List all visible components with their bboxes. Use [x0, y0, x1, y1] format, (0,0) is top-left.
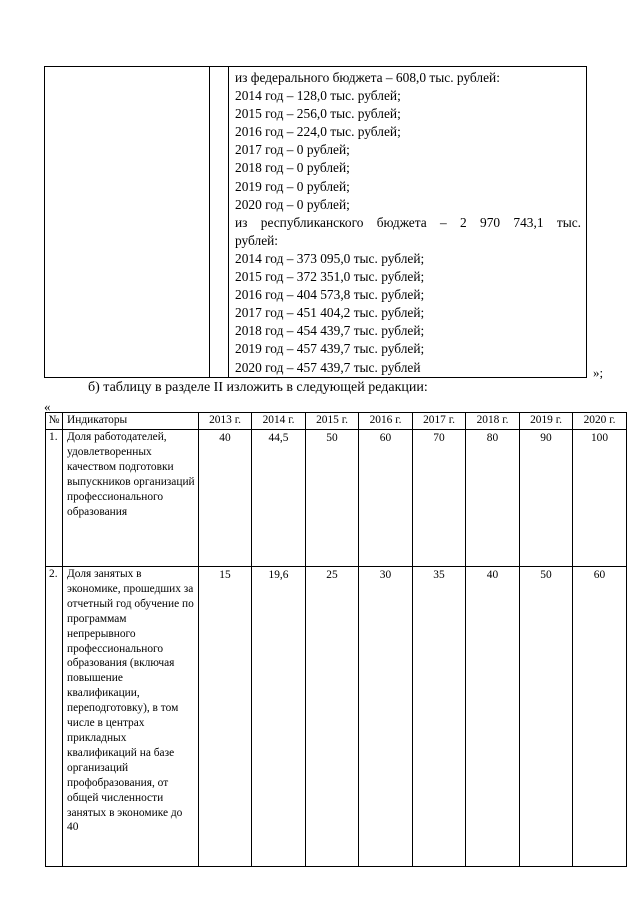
funding-line: 2017 год – 451 404,2 тыс. рублей; [235, 305, 425, 321]
indicator-value: 50 [520, 567, 573, 867]
funding-line: 2016 год – 224,0 тыс. рублей; [235, 124, 401, 140]
funding-empty-cell-1 [45, 67, 210, 378]
funding-line: 2020 год – 0 рублей; [235, 196, 350, 212]
funding-empty-cell-2 [210, 67, 229, 378]
funding-line: 2017 год – 0 рублей; [235, 142, 350, 158]
indicator-value: 44,5 [252, 430, 306, 567]
header-year: 2015 г. [306, 413, 359, 430]
indicator-value: 40 [199, 430, 252, 567]
funding-line: 2020 год – 457 439,7 тыс. рублей [235, 359, 421, 375]
header-year: 2020 г. [573, 413, 627, 430]
indicator-value: 40 [466, 567, 520, 867]
header-indicators: Индикаторы [63, 413, 199, 430]
indicator-value: 35 [413, 567, 466, 867]
header-year: 2016 г. [359, 413, 413, 430]
indicator-name: Доля занятых в экономике, прошедших за отчетный год обучение по программам непрерывного профессионального образования (включая повышение квалификации, переподготовку), в том числе в центрах прикладных квалификаций на базе организаций профобразования, от общей численности занятых в экономике до 40 [63, 567, 199, 867]
indicator-value: 19,6 [252, 567, 306, 867]
funding-line: рублей: [235, 232, 279, 248]
header-year: 2013 г. [199, 413, 252, 430]
funding-line: 2014 год – 128,0 тыс. рублей; [235, 88, 401, 104]
row-number: 2. [46, 567, 63, 867]
table-header-row [46, 413, 627, 430]
header-year: 2017 г. [413, 413, 466, 430]
table-row [46, 430, 627, 567]
header-number: № [46, 413, 63, 430]
header-year: 2018 г. [466, 413, 520, 430]
indicator-value: 80 [466, 430, 520, 567]
funding-line: 2018 год – 0 рублей; [235, 160, 350, 176]
funding-line: 2019 год – 0 рублей; [235, 178, 350, 194]
opening-quote: « [44, 399, 51, 414]
funding-line: 2019 год – 457 439,7 тыс. рублей; [235, 341, 425, 357]
row-number: 1. [46, 430, 63, 567]
funding-text-cell [229, 67, 587, 378]
table-row [46, 567, 627, 867]
funding-line: 2015 год – 256,0 тыс. рублей; [235, 106, 401, 122]
funding-line: 2014 год – 373 095,0 тыс. рублей; [235, 250, 425, 266]
funding-line: 2018 год – 454 439,7 тыс. рублей; [235, 323, 425, 339]
indicator-value: 90 [520, 430, 573, 567]
indicator-value: 60 [573, 567, 627, 867]
indicator-name: Доля работодателей, удовлетворенных качеством подготовки выпускников организаций профессионального образования [63, 430, 199, 567]
header-year: 2014 г. [252, 413, 306, 430]
indicators-table [45, 412, 627, 867]
indicator-value: 30 [359, 567, 413, 867]
indicator-value: 15 [199, 567, 252, 867]
funding-line: 2016 год – 404 573,8 тыс. рублей; [235, 287, 425, 303]
indicator-value: 70 [413, 430, 466, 567]
indicator-value: 25 [306, 567, 359, 867]
instruction-text: б) таблицу в разделе II изложить в следующей редакции: [88, 380, 428, 395]
indicator-value: 50 [306, 430, 359, 567]
funding-line: из федерального бюджета – 608,0 тыс. рублей: [235, 70, 500, 85]
funding-table [44, 66, 587, 378]
header-year: 2019 г. [520, 413, 573, 430]
funding-line: 2015 год – 372 351,0 тыс. рублей; [235, 269, 425, 285]
indicator-value: 100 [573, 430, 627, 567]
funding-line: из республиканского бюджета – 2 970 743,1 тыс. [235, 214, 581, 230]
closing-quote: »; [593, 365, 604, 380]
indicator-value: 60 [359, 430, 413, 567]
